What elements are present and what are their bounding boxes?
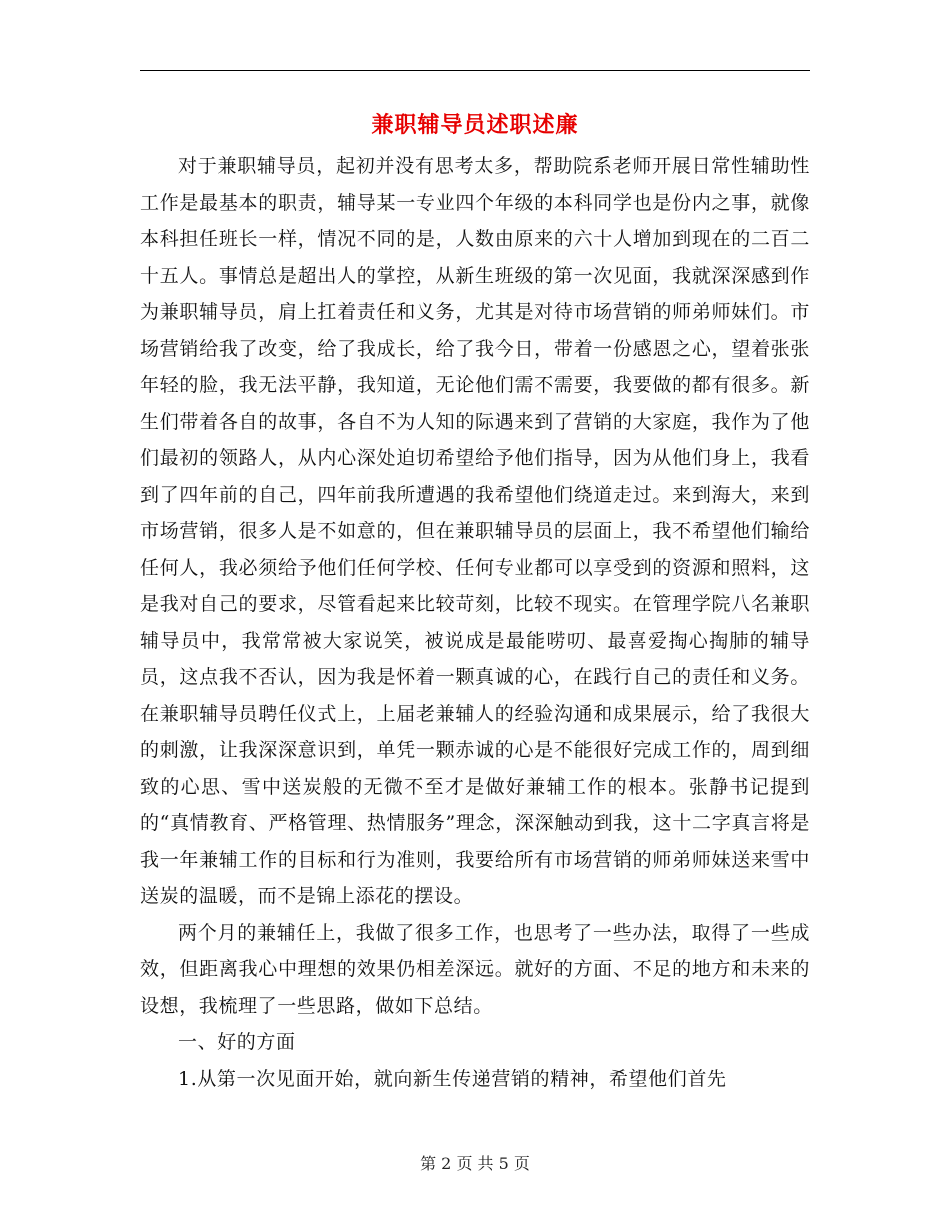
document-body (140, 148, 810, 1097)
body-paragraph-intro: 对于兼职辅导员，起初并没有思考太多，帮助院系老师开展日常性辅助性工作是最基本的职责，辅导某一专业四个年级的本科同学也是份内之事，就像本科担任班长一样，情况不同的是，人数由原来的六十人增加到现在的二百二十五人。事情总是超出人的掌控，从新生班级的第一次见面，我就深深感到作为兼职辅导员，肩上扛着责任和义务，尤其是对待市场营销的师弟师妹们。市场营销给我了改变，给了我成长，给了我今日，带着一份感恩之心，望着张张年轻的脸，我无法平静，我知道，无论他们需不需要，我要做的都有很多。新生们带着各自的故事，各自不为人知的际遇来到了营销的大家庭，我作为了他们最初的领路人，从内心深处迫切希望给予他们指导，因为从他们身上，我看到了四年前的自己，四年前我所遭遇的我希望他们绕道走过。来到海大，来到市场营销，很多人是不如意的，但在兼职辅导员的层面上，我不希望他们输给任何人，我必须给予他们任何学校、任何专业都可以享受到的资源和照料，这是我对自己的要求，尽管看起来比较苛刻，比较不现实。在管理学院八名兼职辅导员中，我常常被大家说笑，被说成是最能唠叨、最喜爱掏心掏肺的辅导员，这点我不否认，因为我是怀着一颗真诚的心，在践行自己的责任和义务。在兼职辅导员聘任仪式上，上届老兼辅人的经验沟通和成果展示，给了我很大的刺激，让我深深意识到，单凭一颗赤诚的心是不能很好完成工作的，周到细致的心思、雪中送炭般的无微不至才是做好兼辅工作的根本。张静书记提到的“真情教育、严格管理、热情服务”理念，深深触动到我，这十二字真言将是我一年兼辅工作的目标和行为准则，我要给所有市场营销的师弟师妹送来雪中送炭的温暖，而不是锦上添花的摆设。 (140, 155, 810, 907)
document-title: 兼职辅导员述职述廉 (371, 112, 579, 138)
section-heading-good-aspects: 一、好的方面 (178, 1031, 296, 1053)
list-item-first: 1.从第一次见面开始，就向新生传递营销的精神，希望他们首先 (178, 1067, 727, 1090)
body-paragraph-summary: 两个月的兼辅任上，我做了很多工作，也思考了一些办法，取得了一些成效，但距离我心中理想的效果仍相差深远。就好的方面、不足的地方和未来的设想，我梳理了一些思路，做如下总结。 (140, 921, 810, 1017)
page-number-footer: 第 2 页 共 5 页 (420, 1154, 530, 1173)
header-rule (140, 70, 810, 71)
